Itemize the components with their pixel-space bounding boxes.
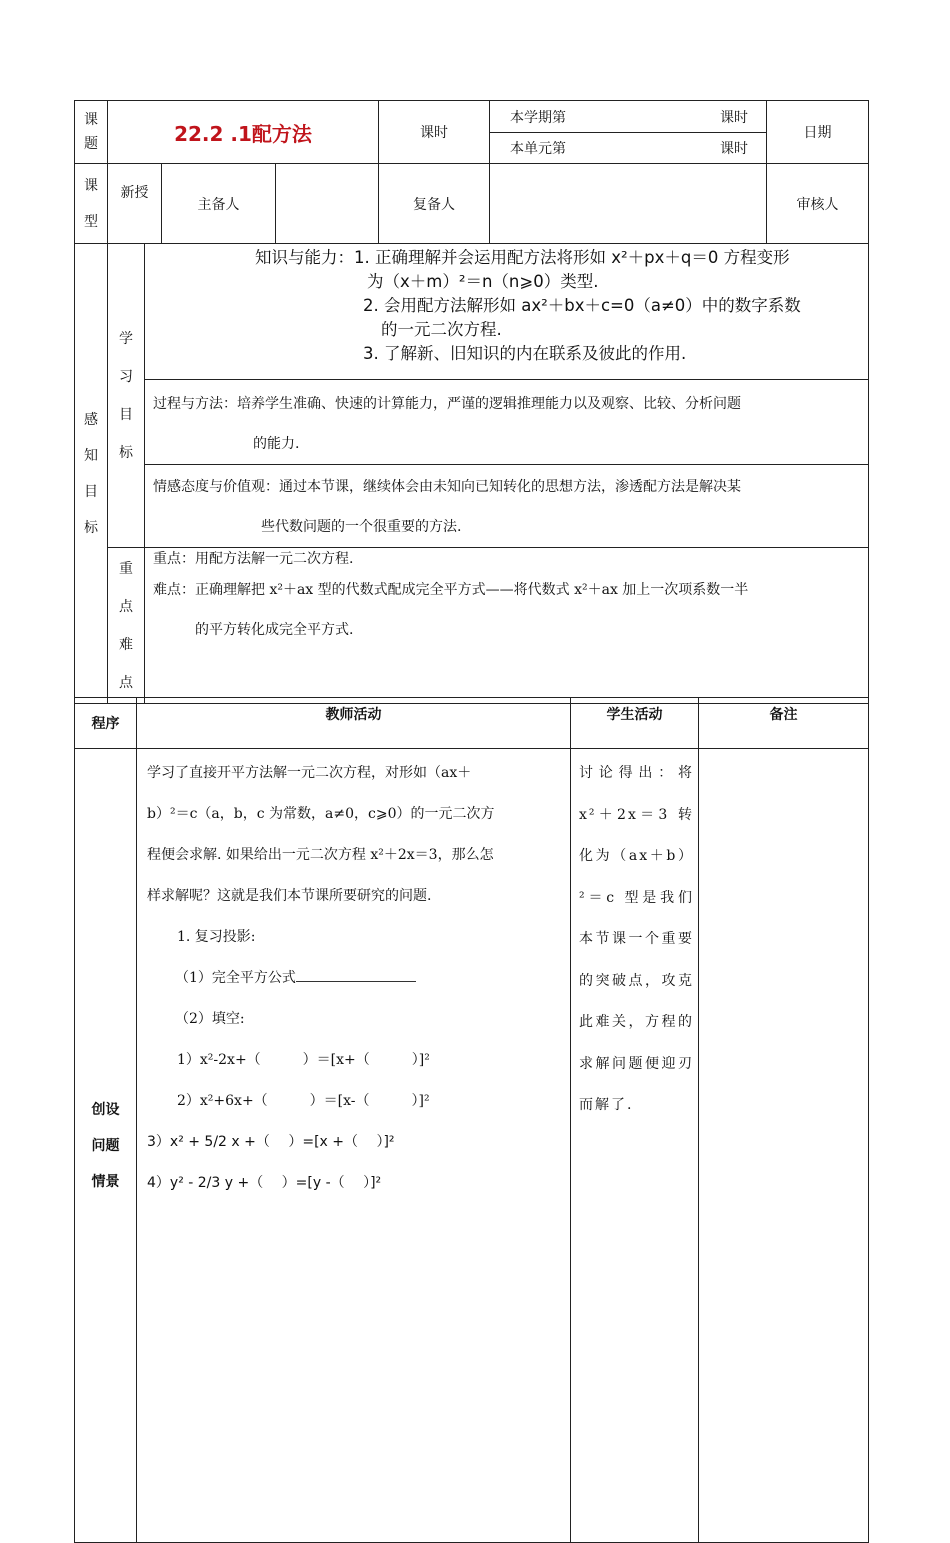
process-goal: 过程与方法：培养学生准确、快速的计算能力，严谨的逻辑推理能力以及观察、比较、分析问题 的能力.	[145, 380, 869, 465]
period-label: 课时	[379, 101, 490, 164]
term-label: 本学期第	[510, 109, 567, 126]
col-teacher: 教师活动	[137, 698, 571, 749]
main-preparer-label: 主备人	[162, 164, 276, 244]
lesson-title: 22.2 .1配方法	[108, 101, 379, 164]
fill-4: 4）y² - 2/3 y +（ ）=[y -（ ）]²	[147, 1175, 382, 1191]
main-preparer-value	[276, 164, 379, 244]
type-value: 新授	[108, 164, 162, 244]
note-cell	[699, 749, 869, 1543]
teacher-line-2: b）²＝c（a，b，c 为常数，a≠0，c⩾0）的一元二次方	[147, 806, 495, 822]
goals-table	[74, 243, 869, 704]
col-student: 学生活动	[571, 698, 699, 749]
co-preparer-value	[490, 164, 767, 244]
goals-section-label: 感知目标	[75, 244, 108, 704]
type-label: 课型	[75, 164, 108, 244]
col-note: 备注	[699, 698, 869, 749]
co-preparer-label: 复备人	[379, 164, 490, 244]
fill-1: 1）x²-2x+（ ）＝[x+（ ）]²	[177, 1052, 430, 1068]
knowledge-goal: 知识与能力：1. 正确理解并会运用配方法将形如 x²＋px＋q＝0 方程变形 为（x＋m）²＝n（n⩾0）类型. 2. 会用配方法解形如 ax²＋bx＋c=0（a≠0）中的数字系数 的一元二次方程. 3. 了解新、旧知识的内在联系及彼此的作用.	[145, 244, 869, 380]
term-suffix: 课时	[720, 109, 749, 126]
procedure-label: 创设问题情景	[75, 749, 137, 1543]
teacher-activity	[137, 749, 571, 1543]
col-procedure: 程序	[75, 698, 137, 749]
activity-table	[74, 697, 869, 1543]
student-activity: 讨论得出：将 x²＋2x＝3 转化为（ax＋b）²＝c 型是我们本节课一个重要的突破点，攻克此难关，方程的求解问题便迎刃而解了.	[571, 749, 699, 1543]
fill-2: 2）x²+6x+（ ）＝[x-（ ）]²	[177, 1093, 430, 1109]
teacher-line-1: 学习了直接开平方法解一元二次方程，对形如（ax＋	[147, 765, 472, 781]
review-title: 1. 复习投影:	[177, 929, 256, 945]
keypoints-label: 重点难点	[108, 548, 145, 704]
blank-line	[296, 967, 416, 982]
header-table	[74, 100, 869, 244]
review-item-1: （1）完全平方公式	[147, 958, 562, 999]
keypoints-content: 重点：用配方法解一元二次方程. 难点：正确理解把 x²＋ax 型的代数式配成完全平方式——将代数式 x²＋ax 加上一次项系数一半 的平方转化成完全平方式.	[145, 548, 869, 704]
fill-3: 3）x² + 5/2 x +（ ）=[x +（ ）]²	[147, 1134, 395, 1150]
study-goals-label: 学习目标	[108, 244, 145, 548]
reviewer-label: 审核人	[767, 164, 869, 244]
period-counts	[490, 101, 767, 164]
emotion-goal: 情感态度与价值观：通过本节课，继续体会由未知向已知转化的思想方法，渗透配方法是解决某 些代数问题的一个很重要的方法.	[145, 465, 869, 548]
review-item-2: （2）填空:	[175, 1011, 245, 1027]
teacher-line-3: 程便会求解. 如果给出一元二次方程 x²＋2x＝3，那么怎	[147, 847, 494, 863]
unit-label: 本单元第	[510, 140, 567, 157]
date-label: 日期	[767, 101, 869, 164]
teacher-line-4: 样求解呢？这就是我们本节课所要研究的问题.	[147, 888, 432, 904]
unit-suffix: 课时	[720, 140, 749, 157]
topic-label: 课题	[75, 101, 108, 164]
